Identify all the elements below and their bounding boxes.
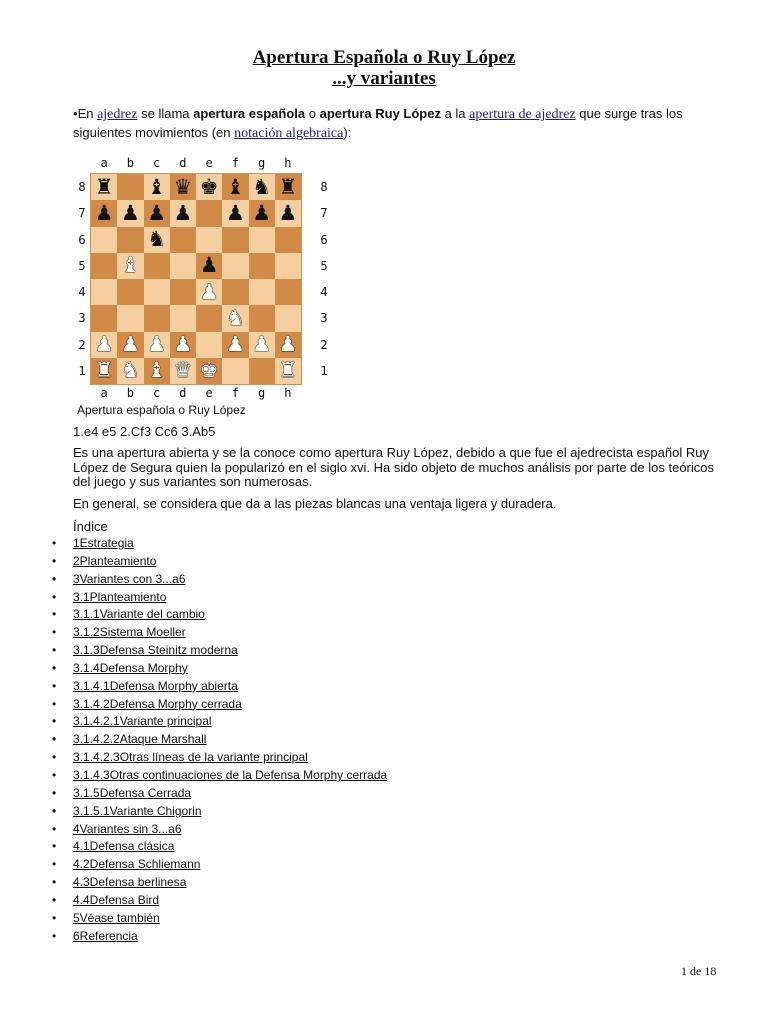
square-a6	[91, 227, 117, 253]
chess-board	[91, 174, 301, 384]
rank-label-7: 7	[78, 206, 86, 221]
rank-label-7: 7	[320, 206, 328, 221]
toc-bullet: •	[52, 750, 57, 765]
toc-bullet: •	[52, 821, 57, 836]
toc-bullet: •	[52, 643, 57, 658]
square-c6	[144, 227, 170, 253]
toc-item	[52, 589, 387, 607]
square-f2	[222, 332, 248, 358]
square-b3	[117, 305, 143, 331]
square-a8	[91, 174, 117, 200]
toc-item	[52, 821, 387, 839]
file-label-d: d	[179, 156, 187, 170]
black-knight-icon: ♞	[147, 227, 167, 252]
square-c7	[144, 200, 170, 226]
white-pawn-icon: ♟	[173, 332, 193, 357]
square-a1	[91, 358, 117, 384]
square-g2	[249, 332, 275, 358]
toc-item	[52, 696, 387, 714]
black-king-icon: ♚	[199, 174, 219, 199]
chess-diagram	[73, 152, 335, 402]
toc-bullet: •	[52, 678, 57, 693]
toc-bullet: •	[52, 660, 57, 675]
black-bishop-icon: ♝	[225, 174, 245, 199]
intro-bold-apertura-espanola: apertura española	[193, 106, 306, 121]
toc-item	[52, 856, 387, 874]
toc-bullet: •	[52, 857, 57, 872]
toc-item	[52, 838, 387, 856]
square-g5	[249, 253, 275, 279]
rank-label-3: 3	[78, 311, 86, 326]
page-number: 1 de 18	[681, 964, 717, 978]
square-h2	[275, 332, 301, 358]
toc-item	[52, 571, 387, 589]
toc-link[interactable]: 4.3Defensa berlinesa	[73, 875, 187, 890]
toc-bullet: •	[52, 696, 57, 711]
black-pawn-icon: ♟	[173, 200, 193, 225]
link-notacion-algebraica[interactable]: notación algebraica	[234, 126, 344, 141]
file-label-b: b	[126, 156, 134, 170]
white-pawn-icon: ♟	[199, 279, 219, 304]
black-queen-icon: ♛	[173, 174, 193, 199]
intro-bullet: •	[73, 106, 78, 121]
toc-bullet: •	[52, 589, 57, 604]
intro-bold-apertura-ruy-lopez: apertura Ruy López	[319, 106, 441, 121]
square-e6	[196, 227, 222, 253]
black-bishop-icon: ♝	[147, 174, 167, 199]
file-label-f: f	[231, 156, 239, 170]
square-a5	[91, 253, 117, 279]
file-label-c: c	[153, 156, 161, 170]
toc-bullet: •	[52, 536, 57, 550]
file-label-b: b	[126, 386, 134, 400]
black-pawn-icon: ♟	[252, 200, 272, 225]
toc-bullet: •	[52, 910, 57, 925]
toc-link[interactable]: 3.1.4.1Defensa Morphy abierta	[73, 678, 238, 693]
white-pawn-icon: ♟	[252, 332, 272, 357]
square-c8	[144, 174, 170, 200]
square-f1	[222, 358, 248, 384]
toc-bullet: •	[52, 839, 57, 854]
file-label-a: a	[100, 386, 108, 400]
square-g1	[249, 358, 275, 384]
index-heading: Índice	[73, 519, 108, 534]
square-b7	[117, 200, 143, 226]
square-g3	[249, 305, 275, 331]
toc-bullet: •	[52, 928, 57, 943]
intro-text-5: que surge tras los siguientes movimientos (en	[73, 106, 683, 140]
rank-labels-right	[317, 174, 331, 384]
intro-text-4: a la	[440, 106, 470, 121]
white-queen-icon: ♛	[173, 358, 193, 383]
intro-text-2: se llama	[137, 106, 194, 121]
white-rook-icon: ♜	[278, 358, 298, 383]
file-labels-bottom	[91, 386, 301, 400]
toc-bullet: •	[52, 803, 57, 818]
black-pawn-icon: ♟	[199, 253, 219, 278]
white-bishop-icon: ♝	[147, 358, 167, 383]
toc-item	[52, 553, 387, 571]
rank-label-3: 3	[320, 311, 328, 326]
square-d2	[170, 332, 196, 358]
page-subtitle: ...y variantes	[332, 68, 436, 89]
toc-item	[52, 928, 387, 946]
description-paragraph: Es una apertura abierta y se la conoce como apertura Ruy López, debido a que fue el ajedrecista español Ruy López de Segura quien la popularizó en el siglo xvi. Ha sido objeto de muchos análisis por parte de los teóricos del juego y sus variantes son numerosas.	[73, 445, 714, 489]
file-label-e: e	[205, 386, 213, 400]
square-h8	[275, 174, 301, 200]
toc-link[interactable]: 3.1.4.3Otras continuaciones de la Defensa Morphy cerrada	[73, 767, 388, 782]
white-knight-icon: ♞	[225, 305, 245, 330]
toc-link[interactable]: 4.1Defensa clásica	[73, 839, 175, 854]
white-bishop-icon: ♝	[120, 253, 140, 278]
toc-bullet: •	[52, 714, 57, 729]
toc-link[interactable]: 4Variantes sin 3...a6	[73, 821, 182, 836]
square-f6	[222, 227, 248, 253]
file-label-d: d	[179, 386, 187, 400]
square-h4	[275, 279, 301, 305]
toc-bullet: •	[52, 732, 57, 747]
square-d5	[170, 253, 196, 279]
square-h7	[275, 200, 301, 226]
toc-bullet: •	[52, 625, 57, 640]
square-d1	[170, 358, 196, 384]
toc-item	[52, 785, 387, 803]
toc-link[interactable]: 3.1.5Defensa Cerrada	[73, 785, 192, 800]
square-f8	[222, 174, 248, 200]
rank-label-4: 4	[78, 285, 86, 299]
square-c1	[144, 358, 170, 384]
square-d3	[170, 305, 196, 331]
white-pawn-icon: ♟	[278, 332, 298, 357]
toc-bullet: •	[52, 892, 57, 907]
square-h6	[275, 227, 301, 253]
intro-paragraph	[73, 105, 723, 143]
black-pawn-icon: ♟	[225, 200, 245, 225]
toc-item	[52, 642, 387, 660]
page-title: Apertura Española o Ruy López	[252, 47, 516, 68]
square-g6	[249, 227, 275, 253]
rank-labels-left	[75, 174, 89, 384]
toc-link[interactable]: 3.1.4.2.3Otras líneas de la variante principal	[73, 750, 308, 765]
toc-link[interactable]: 3.1.4.2Defensa Morphy cerrada	[73, 696, 242, 711]
square-b6	[117, 227, 143, 253]
toc-link[interactable]: 3.1.4Defensa Morphy	[73, 660, 188, 675]
square-c4	[144, 279, 170, 305]
rank-label-6: 6	[78, 232, 86, 247]
file-label-g: g	[258, 156, 266, 170]
square-b2	[117, 332, 143, 358]
toc-item	[52, 803, 387, 821]
square-e1	[196, 358, 222, 384]
toc-item	[52, 892, 387, 910]
square-g7	[249, 200, 275, 226]
square-g4	[249, 279, 275, 305]
toc-link[interactable]: 3Variantes con 3...a6	[73, 571, 186, 586]
square-a4	[91, 279, 117, 305]
toc-bullet: •	[52, 607, 57, 622]
table-of-contents	[52, 535, 387, 945]
square-e2	[196, 332, 222, 358]
toc-item	[52, 767, 387, 785]
square-a3	[91, 305, 117, 331]
toc-link[interactable]: 4.4Defensa Bird	[73, 892, 160, 907]
rank-label-6: 6	[320, 232, 328, 247]
toc-item	[52, 606, 387, 624]
white-knight-icon: ♞	[120, 358, 140, 383]
square-e7	[196, 200, 222, 226]
square-f7	[222, 200, 248, 226]
toc-link[interactable]: 3.1.3Defensa Steinitz moderna	[73, 643, 238, 658]
toc-link[interactable]: 4.2Defensa Schliemann	[73, 857, 201, 872]
rank-label-5: 5	[320, 258, 328, 273]
white-pawn-icon: ♟	[225, 332, 245, 357]
square-e3	[196, 305, 222, 331]
black-pawn-icon: ♟	[147, 200, 167, 225]
file-label-f: f	[231, 386, 239, 400]
square-h1	[275, 358, 301, 384]
white-pawn-icon: ♟	[147, 332, 167, 357]
file-labels-top	[91, 156, 301, 170]
toc-link[interactable]: 6Referencia	[73, 928, 138, 943]
square-d7	[170, 200, 196, 226]
diagram-caption: Apertura española o Ruy López	[77, 403, 246, 417]
toc-item	[52, 749, 387, 767]
file-label-h: h	[284, 156, 292, 170]
toc-item	[52, 713, 387, 731]
toc-item	[52, 660, 387, 678]
toc-link[interactable]: 3.1.4.2.1Variante principal	[73, 714, 212, 729]
toc-bullet: •	[52, 785, 57, 800]
black-pawn-icon: ♟	[278, 200, 298, 225]
file-label-c: c	[153, 386, 161, 400]
toc-item	[52, 731, 387, 749]
file-label-g: g	[258, 386, 266, 400]
rank-label-4: 4	[320, 285, 328, 299]
white-pawn-icon: ♟	[120, 332, 140, 357]
link-apertura-de-ajedrez[interactable]: apertura de ajedrez	[469, 107, 576, 122]
square-a2	[91, 332, 117, 358]
intro-text-6: ):	[343, 125, 352, 140]
advantage-paragraph: En general, se considera que da a las piezas blancas una ventaja ligera y duradera.	[73, 496, 557, 511]
square-b1	[117, 358, 143, 384]
square-e8	[196, 174, 222, 200]
file-label-e: e	[205, 156, 213, 170]
link-ajedrez[interactable]: ajedrez	[97, 107, 138, 122]
square-h3	[275, 305, 301, 331]
square-b4	[117, 279, 143, 305]
toc-link[interactable]: 3.1.5.1Variante Chigorin	[73, 803, 202, 818]
square-c3	[144, 305, 170, 331]
square-d4	[170, 279, 196, 305]
toc-bullet: •	[52, 553, 57, 568]
square-f5	[222, 253, 248, 279]
square-c2	[144, 332, 170, 358]
toc-item	[52, 624, 387, 642]
toc-item	[52, 910, 387, 928]
square-d8	[170, 174, 196, 200]
rank-label-2: 2	[320, 337, 328, 352]
toc-link[interactable]: 3.1.4.2.2Ataque Marshall	[73, 732, 207, 747]
file-label-h: h	[284, 386, 292, 400]
toc-item	[52, 874, 387, 892]
white-king-icon: ♚	[199, 358, 219, 383]
opening-moves: 1.e4 e5 2.Cf3 Cc6 3.Ab5	[73, 424, 216, 439]
toc-link[interactable]: 2Planteamiento	[73, 553, 157, 568]
rank-label-8: 8	[320, 180, 328, 194]
toc-bullet: •	[52, 767, 57, 782]
square-b8	[117, 174, 143, 200]
rank-label-8: 8	[78, 180, 86, 194]
rank-label-1: 1	[78, 363, 86, 378]
toc-item	[52, 678, 387, 696]
black-rook-icon: ♜	[94, 174, 114, 199]
toc-link[interactable]: 5Véase también	[73, 910, 160, 925]
black-rook-icon: ♜	[278, 174, 298, 199]
black-pawn-icon: ♟	[120, 200, 140, 225]
toc-link[interactable]: 1Estrategia	[73, 536, 134, 550]
square-e4	[196, 279, 222, 305]
toc-bullet: •	[52, 571, 57, 586]
square-c5	[144, 253, 170, 279]
rank-label-2: 2	[78, 337, 86, 352]
white-pawn-icon: ♟	[94, 332, 114, 357]
rank-label-1: 1	[320, 363, 328, 378]
toc-item	[52, 535, 387, 553]
toc-link[interactable]: 3.1.2Sistema Moeller	[73, 625, 186, 640]
square-f4	[222, 279, 248, 305]
square-d6	[170, 227, 196, 253]
square-h5	[275, 253, 301, 279]
toc-bullet: •	[52, 875, 57, 890]
toc-link[interactable]: 3.1Planteamiento	[73, 589, 167, 604]
black-pawn-icon: ♟	[94, 200, 114, 225]
square-b5	[117, 253, 143, 279]
white-rook-icon: ♜	[94, 358, 114, 383]
square-g8	[249, 174, 275, 200]
square-a7	[91, 200, 117, 226]
rank-label-5: 5	[78, 258, 86, 273]
intro-text-3: o	[305, 106, 320, 121]
black-knight-icon: ♞	[252, 174, 272, 199]
intro-text-1: En	[77, 106, 98, 121]
square-e5	[196, 253, 222, 279]
square-f3	[222, 305, 248, 331]
file-label-a: a	[100, 156, 108, 170]
toc-link[interactable]: 3.1.1Variante del cambio	[73, 607, 205, 622]
